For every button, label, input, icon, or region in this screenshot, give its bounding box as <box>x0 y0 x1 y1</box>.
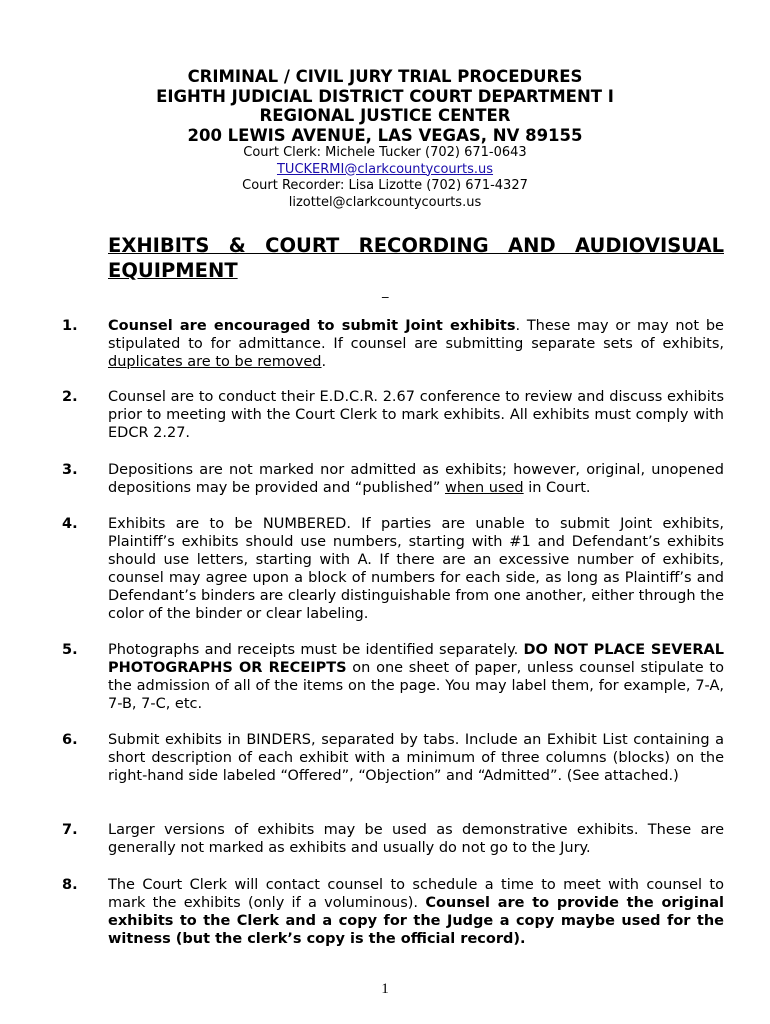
item-text-part: Counsel are to conduct their E.D.C.R. 2.67 conference to review and discuss exhibits prior to meeting with the Court Clerk to mark exhibits. All exhibits must comply with EDCR 2.27. <box>108 389 724 441</box>
item-text <box>108 461 724 497</box>
header-title-line-1: CRIMINAL / CIVIL JURY TRIAL PROCEDURES <box>187 67 583 86</box>
item-text-part: . <box>321 354 327 370</box>
item-text-part: Exhibits are to be NUMBERED. If parties are unable to submit Joint exhibits, Plaintiff’s exhibits should use numbers, starting with #1 and Defendant’s exhibits should use letters, starting with A. If there are an excessive number of exhibits, counsel may agree upon a block of numbers for each side, as long as Plaintiff’s and Defendant’s binders are clearly distinguishable from one another, either through the color of the binder or clear labeling. <box>108 516 724 622</box>
item-text <box>108 388 724 442</box>
court-clerk-email-link[interactable]: TUCKERMI@clarkcountycourts.us <box>276 161 494 177</box>
item-text-part: The Court Clerk will contact counsel to schedule a time to meet with counsel to mark the exhibits (only if a voluminous). <box>108 877 724 911</box>
item-text <box>108 731 724 785</box>
header-title-line-3: REGIONAL JUSTICE CENTER <box>259 106 511 125</box>
separator-dash: _ <box>382 284 389 299</box>
item-text-underlined: when used <box>444 480 524 496</box>
court-recorder-email: lizottel@clarkcountycourts.us <box>288 194 482 210</box>
item-text-part: on one sheet of paper, unless counsel stipulate to the admission of all of the items on the page. You may label them, for example, 7-A, 7-B, 7-C, etc. <box>108 660 724 712</box>
header-title-line-2: EIGHTH JUDICIAL DISTRICT COURT DEPARTMENT I <box>156 86 614 106</box>
court-clerk-email-row <box>0 162 770 179</box>
item-number: 3. <box>62 462 78 478</box>
item-number: 5. <box>62 642 78 658</box>
item-text-bold: DO NOT PLACE SEVERAL PHOTOGRAPHS OR RECEIPTS <box>108 642 724 676</box>
section-title: EXHIBITS & COURT RECORDING AND AUDIOVISUAL EQUIPMENT <box>108 234 724 282</box>
item-number: 2. <box>62 389 78 405</box>
item-text-part: in Court. <box>523 480 591 496</box>
item-text <box>108 821 724 857</box>
item-number: 6. <box>62 732 78 748</box>
document-header <box>0 67 770 211</box>
item-text-bold: Counsel are to provide the original exhibits to the Clerk and a copy for the Judge a copy maybe used for the witness (but the clerk’s copy is the official record). <box>108 895 724 947</box>
header-address: 200 LEWIS AVENUE, LAS VEGAS, NV 89155 <box>187 125 583 145</box>
item-text-underlined: duplicates are to be removed <box>108 354 322 370</box>
page-number: 1 <box>381 981 389 997</box>
item-text-part: Photographs and receipts must be identified separately. <box>108 642 524 658</box>
item-text-bold: Counsel are encouraged to submit Joint exhibits <box>108 318 516 334</box>
court-recorder-contact: Court Recorder: Lisa Lizotte (702) 671-4327 <box>242 178 528 193</box>
item-text-part: Larger versions of exhibits may be used as demonstrative exhibits. These are generally not marked as exhibits and usually do not go to the Jury. <box>108 822 724 856</box>
item-text-part: Depositions are not marked nor admitted as exhibits; however, original, unopened depositions may be provided and “published” <box>108 462 724 496</box>
item-text <box>108 641 724 713</box>
item-number: 4. <box>62 516 78 532</box>
item-text <box>108 515 724 623</box>
item-text <box>108 876 724 948</box>
item-text-part: Submit exhibits in BINDERS, separated by tabs. Include an Exhibit List containing a short description of each exhibit with a minimum of three columns (blocks) on the right-hand side labeled “Offered”, “Objection” and “Admitted”. (See attached.) <box>108 732 724 784</box>
item-number: 1. <box>62 318 78 334</box>
item-number: 7. <box>62 822 78 838</box>
court-clerk-contact: Court Clerk: Michele Tucker (702) 671-0643 <box>243 145 527 160</box>
item-number: 8. <box>62 877 78 893</box>
item-text-part: . These may or may not be stipulated to for admittance. If counsel are submitting separate sets of exhibits, <box>108 318 724 352</box>
item-text <box>108 317 724 371</box>
